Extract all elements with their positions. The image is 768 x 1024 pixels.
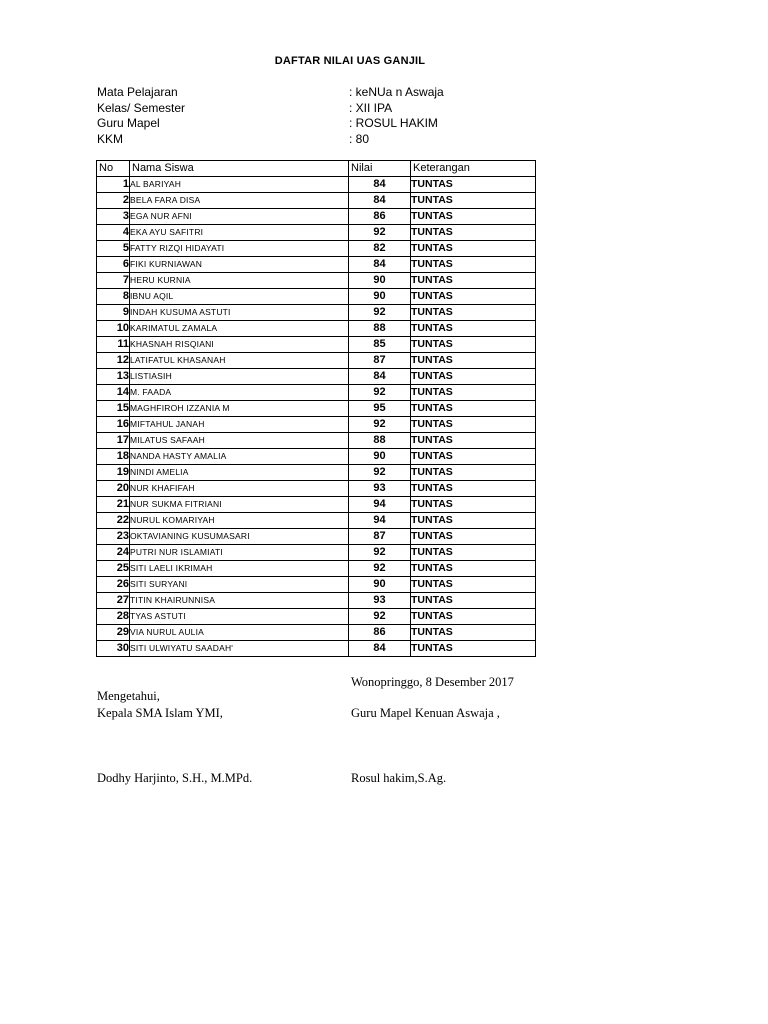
meta-label: KKM [97,131,124,146]
table-header-row [97,161,536,177]
grade-value: 84 [349,257,411,273]
meta-row-subject [97,85,557,101]
grade-value: 87 [349,529,411,545]
table-row [97,257,536,273]
grade-status: TUNTAS [411,433,536,449]
row-no: 18 [97,449,130,465]
table-row [97,417,536,433]
grade-status: TUNTAS [411,273,536,289]
row-no: 23 [97,529,130,545]
row-no: 10 [97,321,130,337]
table-row [97,353,536,369]
student-name: TYAS ASTUTI [130,609,349,625]
row-no: 16 [97,417,130,433]
student-name: SITI SURYANI [130,577,349,593]
grade-status: TUNTAS [411,577,536,593]
grade-status: TUNTAS [411,257,536,273]
row-no: 28 [97,609,130,625]
student-name: BELA FARA DISA [130,193,349,209]
row-no: 6 [97,257,130,273]
place-date: Wonopringgo, 8 Desember 2017 [351,675,514,689]
grade-status: TUNTAS [411,417,536,433]
student-name: NINDI AMELIA [130,465,349,481]
grade-value: 84 [349,641,411,657]
row-no: 24 [97,545,130,561]
student-name: AL BARIYAH [130,177,349,193]
meta-value: : 80 [349,131,370,146]
table-row [97,529,536,545]
grade-value: 92 [349,417,411,433]
grade-status: TUNTAS [411,545,536,561]
grade-status: TUNTAS [411,641,536,657]
grades-table [96,160,536,657]
grade-status: TUNTAS [411,289,536,305]
grade-value: 93 [349,481,411,497]
grade-value: 92 [349,465,411,481]
header-name: Nama Siswa [130,161,349,177]
row-no: 2 [97,193,130,209]
table-row [97,561,536,577]
student-name: FIKI KURNIAWAN [130,257,349,273]
meta-row-kkm [97,132,557,148]
row-no: 14 [97,385,130,401]
student-name: NUR SUKMA FITRIANI [130,497,349,513]
grade-value: 95 [349,401,411,417]
grade-value: 92 [349,305,411,321]
grade-value: 86 [349,209,411,225]
meta-block [97,85,557,147]
grade-value: 88 [349,433,411,449]
table-row [97,337,536,353]
student-name: VIA NURUL AULIA [130,625,349,641]
table-row [97,401,536,417]
table-row [97,513,536,529]
table-row [97,273,536,289]
principal-role: Kepala SMA Islam YMI, [97,706,223,720]
student-name: NURUL KOMARIYAH [130,513,349,529]
student-name: NUR KHAFIFAH [130,481,349,497]
table-row [97,369,536,385]
grade-value: 82 [349,241,411,257]
table-row [97,497,536,513]
table-row [97,641,536,657]
teacher-signer: Rosul hakim,S.Ag. [351,771,447,785]
row-no: 29 [97,625,130,641]
meta-row-class [97,101,557,117]
student-name: NANDA HASTY AMALIA [130,449,349,465]
table-row [97,593,536,609]
grade-status: TUNTAS [411,321,536,337]
student-name: LISTIASIH [130,369,349,385]
row-no: 21 [97,497,130,513]
meta-row-teacher [97,116,557,132]
grade-value: 92 [349,545,411,561]
grade-value: 94 [349,497,411,513]
table-row [97,481,536,497]
header-keterangan: Keterangan [411,161,536,177]
grade-value: 87 [349,353,411,369]
row-no: 22 [97,513,130,529]
grade-status: TUNTAS [411,593,536,609]
table-row [97,193,536,209]
row-no: 15 [97,401,130,417]
grade-value: 90 [349,449,411,465]
grade-status: TUNTAS [411,465,536,481]
meta-value: : XII IPA [349,100,393,115]
grade-status: TUNTAS [411,513,536,529]
row-no: 25 [97,561,130,577]
table-row [97,625,536,641]
student-name: KARIMATUL ZAMALA [130,321,349,337]
row-no: 20 [97,481,130,497]
grade-value: 92 [349,225,411,241]
table-row [97,385,536,401]
student-name: FATTY RIZQI HIDAYATI [130,241,349,257]
grade-status: TUNTAS [411,241,536,257]
table-row [97,465,536,481]
principal-signer: Dodhy Harjinto, S.H., M.MPd. [97,771,253,785]
grade-status: TUNTAS [411,305,536,321]
grade-value: 84 [349,193,411,209]
grade-value: 94 [349,513,411,529]
grade-status: TUNTAS [411,497,536,513]
row-no: 4 [97,225,130,241]
grade-value: 92 [349,385,411,401]
teacher-role: Guru Mapel Kenuan Aswaja , [351,706,500,720]
table-row [97,177,536,193]
meta-label: Mata Pelajaran [97,85,178,99]
grade-status: TUNTAS [411,353,536,369]
student-name: MILATUS SAFAAH [130,433,349,449]
row-no: 19 [97,465,130,481]
student-name: HERU KURNIA [130,273,349,289]
table-row [97,449,536,465]
grade-status: TUNTAS [411,225,536,241]
grade-status: TUNTAS [411,609,536,625]
student-name: INDAH KUSUMA ASTUTI [130,305,349,321]
student-name: MIFTAHUL JANAH [130,417,349,433]
grade-status: TUNTAS [411,625,536,641]
student-name: LATIFATUL KHASANAH [130,353,349,369]
table-row [97,289,536,305]
grade-value: 84 [349,369,411,385]
grade-value: 84 [349,177,411,193]
grade-status: TUNTAS [411,177,536,193]
grade-value: 90 [349,289,411,305]
table-row [97,609,536,625]
student-name: EKA AYU SAFITRI [130,225,349,241]
row-no: 30 [97,641,130,657]
grade-value: 90 [349,577,411,593]
meta-label: Kelas/ Semester [97,100,186,115]
grade-status: TUNTAS [411,369,536,385]
row-no: 8 [97,289,130,305]
student-name: MAGHFIROH IZZANIA M [130,401,349,417]
grade-value: 88 [349,321,411,337]
grade-status: TUNTAS [411,337,536,353]
table-row [97,305,536,321]
row-no: 1 [97,177,130,193]
grade-status: TUNTAS [411,449,536,465]
meta-label: Guru Mapel [97,116,160,130]
table-row [97,321,536,337]
grade-status: TUNTAS [411,385,536,401]
grade-status: TUNTAS [411,561,536,577]
student-name: OKTAVIANING KUSUMASARI [130,529,349,545]
header-nilai: Nilai [349,161,411,177]
student-name: EGA NUR AFNI [130,209,349,225]
student-name: M. FAADA [130,385,349,401]
row-no: 9 [97,305,130,321]
grade-value: 85 [349,337,411,353]
row-no: 3 [97,209,130,225]
student-name: IBNU AQIL [130,289,349,305]
document-title: DAFTAR NILAI UAS GANJIL [274,55,426,67]
row-no: 7 [97,273,130,289]
student-name: SITI LAELI IKRIMAH [130,561,349,577]
row-no: 11 [97,337,130,353]
grade-status: TUNTAS [411,193,536,209]
row-no: 17 [97,433,130,449]
acknowledged-label: Mengetahui, [97,689,160,703]
header-no: No [97,161,130,177]
row-no: 12 [97,353,130,369]
student-name: KHASNAH RISQIANI [130,337,349,353]
row-no: 27 [97,593,130,609]
grade-status: TUNTAS [411,209,536,225]
student-name: TITIN KHAIRUNNISA [130,593,349,609]
grade-value: 93 [349,593,411,609]
grade-value: 90 [349,273,411,289]
grade-status: TUNTAS [411,529,536,545]
student-name: SITI ULWIYATU SAADAH' [130,641,349,657]
meta-value: : ROSUL HAKIM [349,116,438,130]
grade-status: TUNTAS [411,401,536,417]
table-row [97,209,536,225]
grade-value: 92 [349,609,411,625]
meta-value: : keNUa n Aswaja [349,85,444,99]
table-row [97,577,536,593]
grade-status: TUNTAS [411,481,536,497]
row-no: 13 [97,369,130,385]
student-name: PUTRI NUR ISLAMIATI [130,545,349,561]
table-row [97,225,536,241]
table-row [97,241,536,257]
table-row [97,433,536,449]
grade-value: 92 [349,561,411,577]
row-no: 5 [97,241,130,257]
table-row [97,545,536,561]
grade-value: 86 [349,625,411,641]
row-no: 26 [97,577,130,593]
